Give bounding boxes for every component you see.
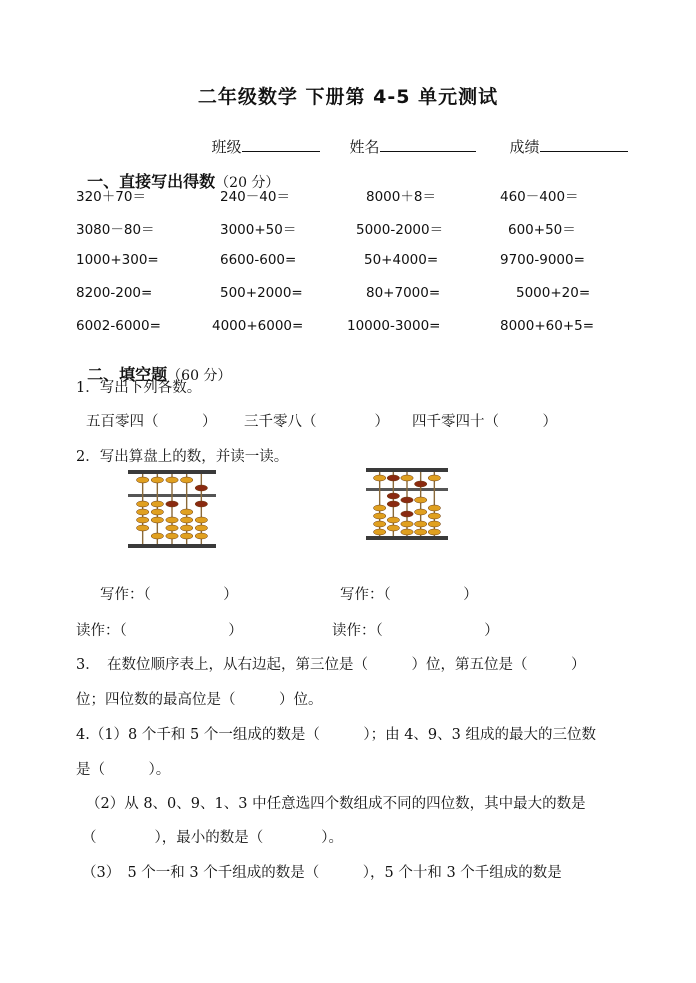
q4-line5: （3） 5 个一和 3 个千组成的数是（ ），5 个十和 3 个千组成的数是 [82, 865, 562, 881]
q4-line2: 是（ ）。 [76, 762, 171, 778]
page-title: 二年级数学 下册第 4-5 单元测试 [197, 86, 499, 108]
calc-item: 10000-3000= [347, 318, 441, 334]
calc-item: 240－40＝ [220, 189, 290, 205]
section1-title: 一、直接写出得数 [87, 172, 216, 191]
q2-write-left: 写作：（ ） [100, 587, 238, 603]
q4-line3: （2）从 8、0、9、1、3 中任意选四个数组成不同的四位数，其中最大的数是 [86, 796, 586, 812]
score-blank[interactable] [540, 137, 628, 152]
calc-item: 5000-2000＝ [356, 222, 444, 238]
calc-item: 3080－80＝ [76, 222, 155, 238]
q2-write-right: 写作：（ ） [340, 587, 478, 603]
calc-item: 1000+300= [76, 252, 159, 268]
calc-item: 4000+6000= [212, 318, 304, 334]
section2-points: （60 分） [167, 368, 232, 384]
q1-item: 三千零八（ ） [244, 414, 389, 430]
q2-prompt: 2．写出算盘上的数，并读一读。 [76, 449, 289, 465]
name-blank[interactable] [380, 137, 476, 152]
calc-item: 8000+60+5= [500, 318, 595, 334]
calc-item: 50+4000= [364, 252, 439, 268]
calc-item: 600+50＝ [508, 222, 576, 238]
q4-line1: 4.（1）8 个千和 5 个一组成的数是（ ）；由 4、9、3 组成的最大的三位数 [76, 727, 596, 743]
q4-line4: （ ），最小的数是（ ）。 [82, 830, 343, 846]
calc-item: 6002-6000= [76, 318, 161, 334]
section1-points: （20 分） [215, 175, 280, 191]
score-label: 成绩 [509, 138, 540, 156]
q1-item: 五百零四（ ） [86, 414, 217, 430]
calc-item: 9700-9000= [500, 252, 585, 268]
q3-line1: 3． 在数位顺序表上，从右边起，第三位是（ ）位，第五位是（ ） [76, 657, 586, 673]
calc-item: 80+7000= [366, 285, 441, 301]
section2-title: 二、填空题 [87, 365, 168, 384]
abacus-left-image [128, 470, 216, 548]
calc-item: 320＋70＝ [76, 189, 146, 205]
calc-item: 8200-200= [76, 285, 153, 301]
score-field [500, 118, 628, 157]
calc-item: 460－400＝ [500, 189, 579, 205]
class-label: 班级 [211, 138, 242, 156]
q2-read-left: 读作：（ ） [76, 623, 243, 639]
name-label: 姓名 [349, 138, 380, 156]
q2-read-right: 读作：（ ） [332, 623, 499, 639]
calc-item: 6600-600= [220, 252, 297, 268]
name-field [340, 118, 476, 157]
q1-prompt: 1．写出下列各数。 [76, 380, 202, 396]
calc-item: 8000＋8＝ [366, 189, 436, 205]
calc-item: 5000+20= [516, 285, 591, 301]
calc-item: 3000+50＝ [220, 222, 297, 238]
abacus-right-image [366, 468, 448, 540]
q3-line2: 位；四位数的最高位是（ ）位。 [76, 692, 323, 708]
q1-item: 四千零四十（ ） [412, 414, 557, 430]
calc-item: 500+2000= [220, 285, 303, 301]
